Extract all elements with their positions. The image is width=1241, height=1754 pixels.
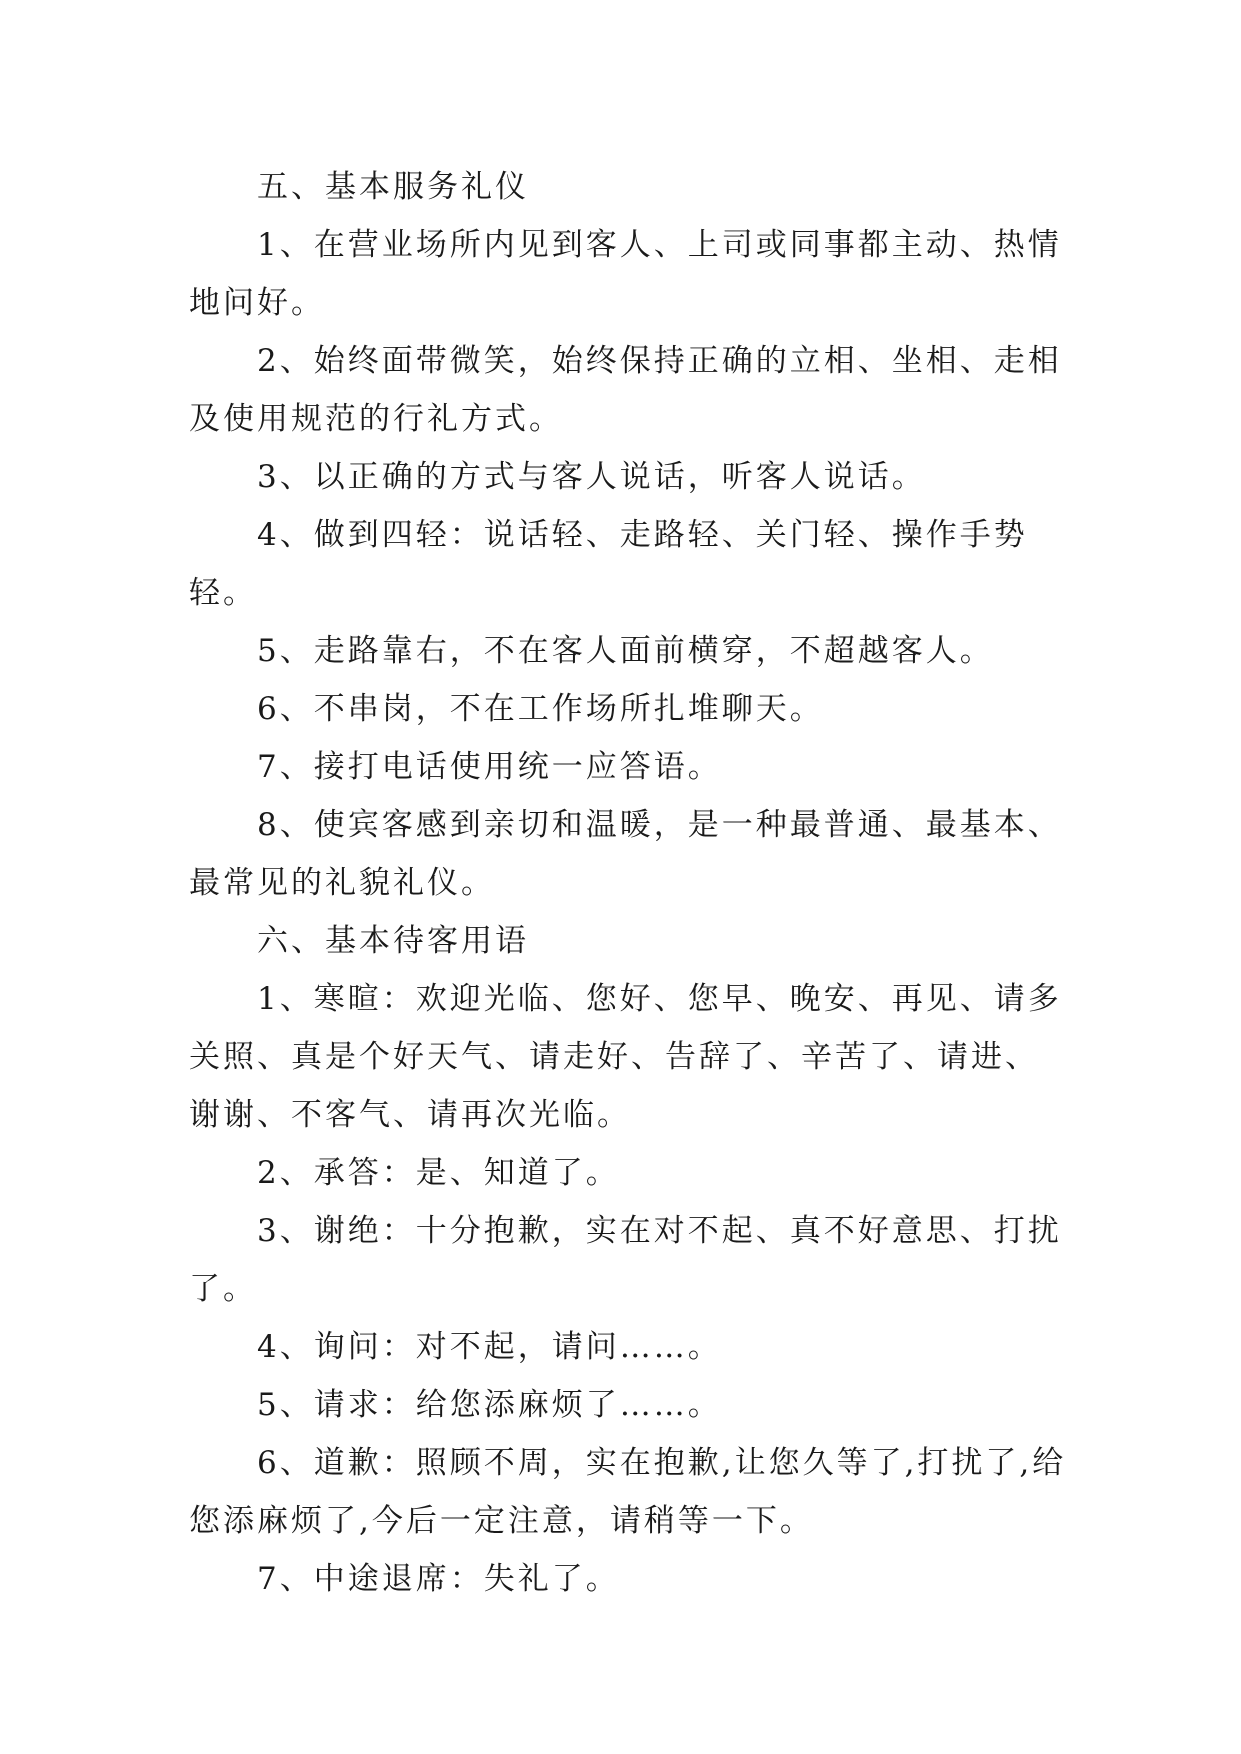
list-item: 2、承答：是、知道了。 (257, 1155, 620, 1191)
list-item: 4、做到四轻：说话轻、走路轻、关门轻、操作手势轻。 (189, 517, 1028, 611)
list-item: 5、请求：给您添麻烦了……。 (257, 1387, 722, 1423)
section-heading-6: 六、基本待客用语 (257, 923, 529, 959)
document-body (189, 158, 1069, 1608)
list-item: 7、接打电话使用统一应答语。 (257, 749, 722, 785)
list-item: 7、中途退席：失礼了。 (257, 1561, 620, 1597)
list-item: 1、寒暄：欢迎光临、您好、您早、晚安、再见、请多关照、真是个好天气、请走好、告辞了、辛苦了、请进、谢谢、不客气、请再次光临。 (189, 981, 1062, 1133)
section-heading-5: 五、基本服务礼仪 (257, 169, 529, 205)
list-item: 6、道歉：照顾不周，实在抱歉,让您久等了,打扰了,给您添麻烦了,今后一定注意，请稍等一下。 (189, 1445, 1067, 1539)
list-item: 3、以正确的方式与客人说话，听客人说话。 (257, 459, 926, 495)
list-item: 1、在营业场所内见到客人、上司或同事都主动、热情地问好。 (189, 227, 1062, 321)
list-item: 6、不串岗，不在工作场所扎堆聊天。 (257, 691, 824, 727)
list-item: 8、使宾客感到亲切和温暖，是一种最普通、最基本、最常见的礼貌礼仪。 (189, 807, 1062, 901)
list-item: 3、谢绝：十分抱歉，实在对不起、真不好意思、打扰了。 (189, 1213, 1062, 1307)
list-item: 5、走路靠右，不在客人面前横穿，不超越客人。 (257, 633, 994, 669)
list-item: 4、询问：对不起，请问……。 (257, 1329, 722, 1365)
list-item: 2、始终面带微笑，始终保持正确的立相、坐相、走相及使用规范的行礼方式。 (189, 343, 1062, 437)
